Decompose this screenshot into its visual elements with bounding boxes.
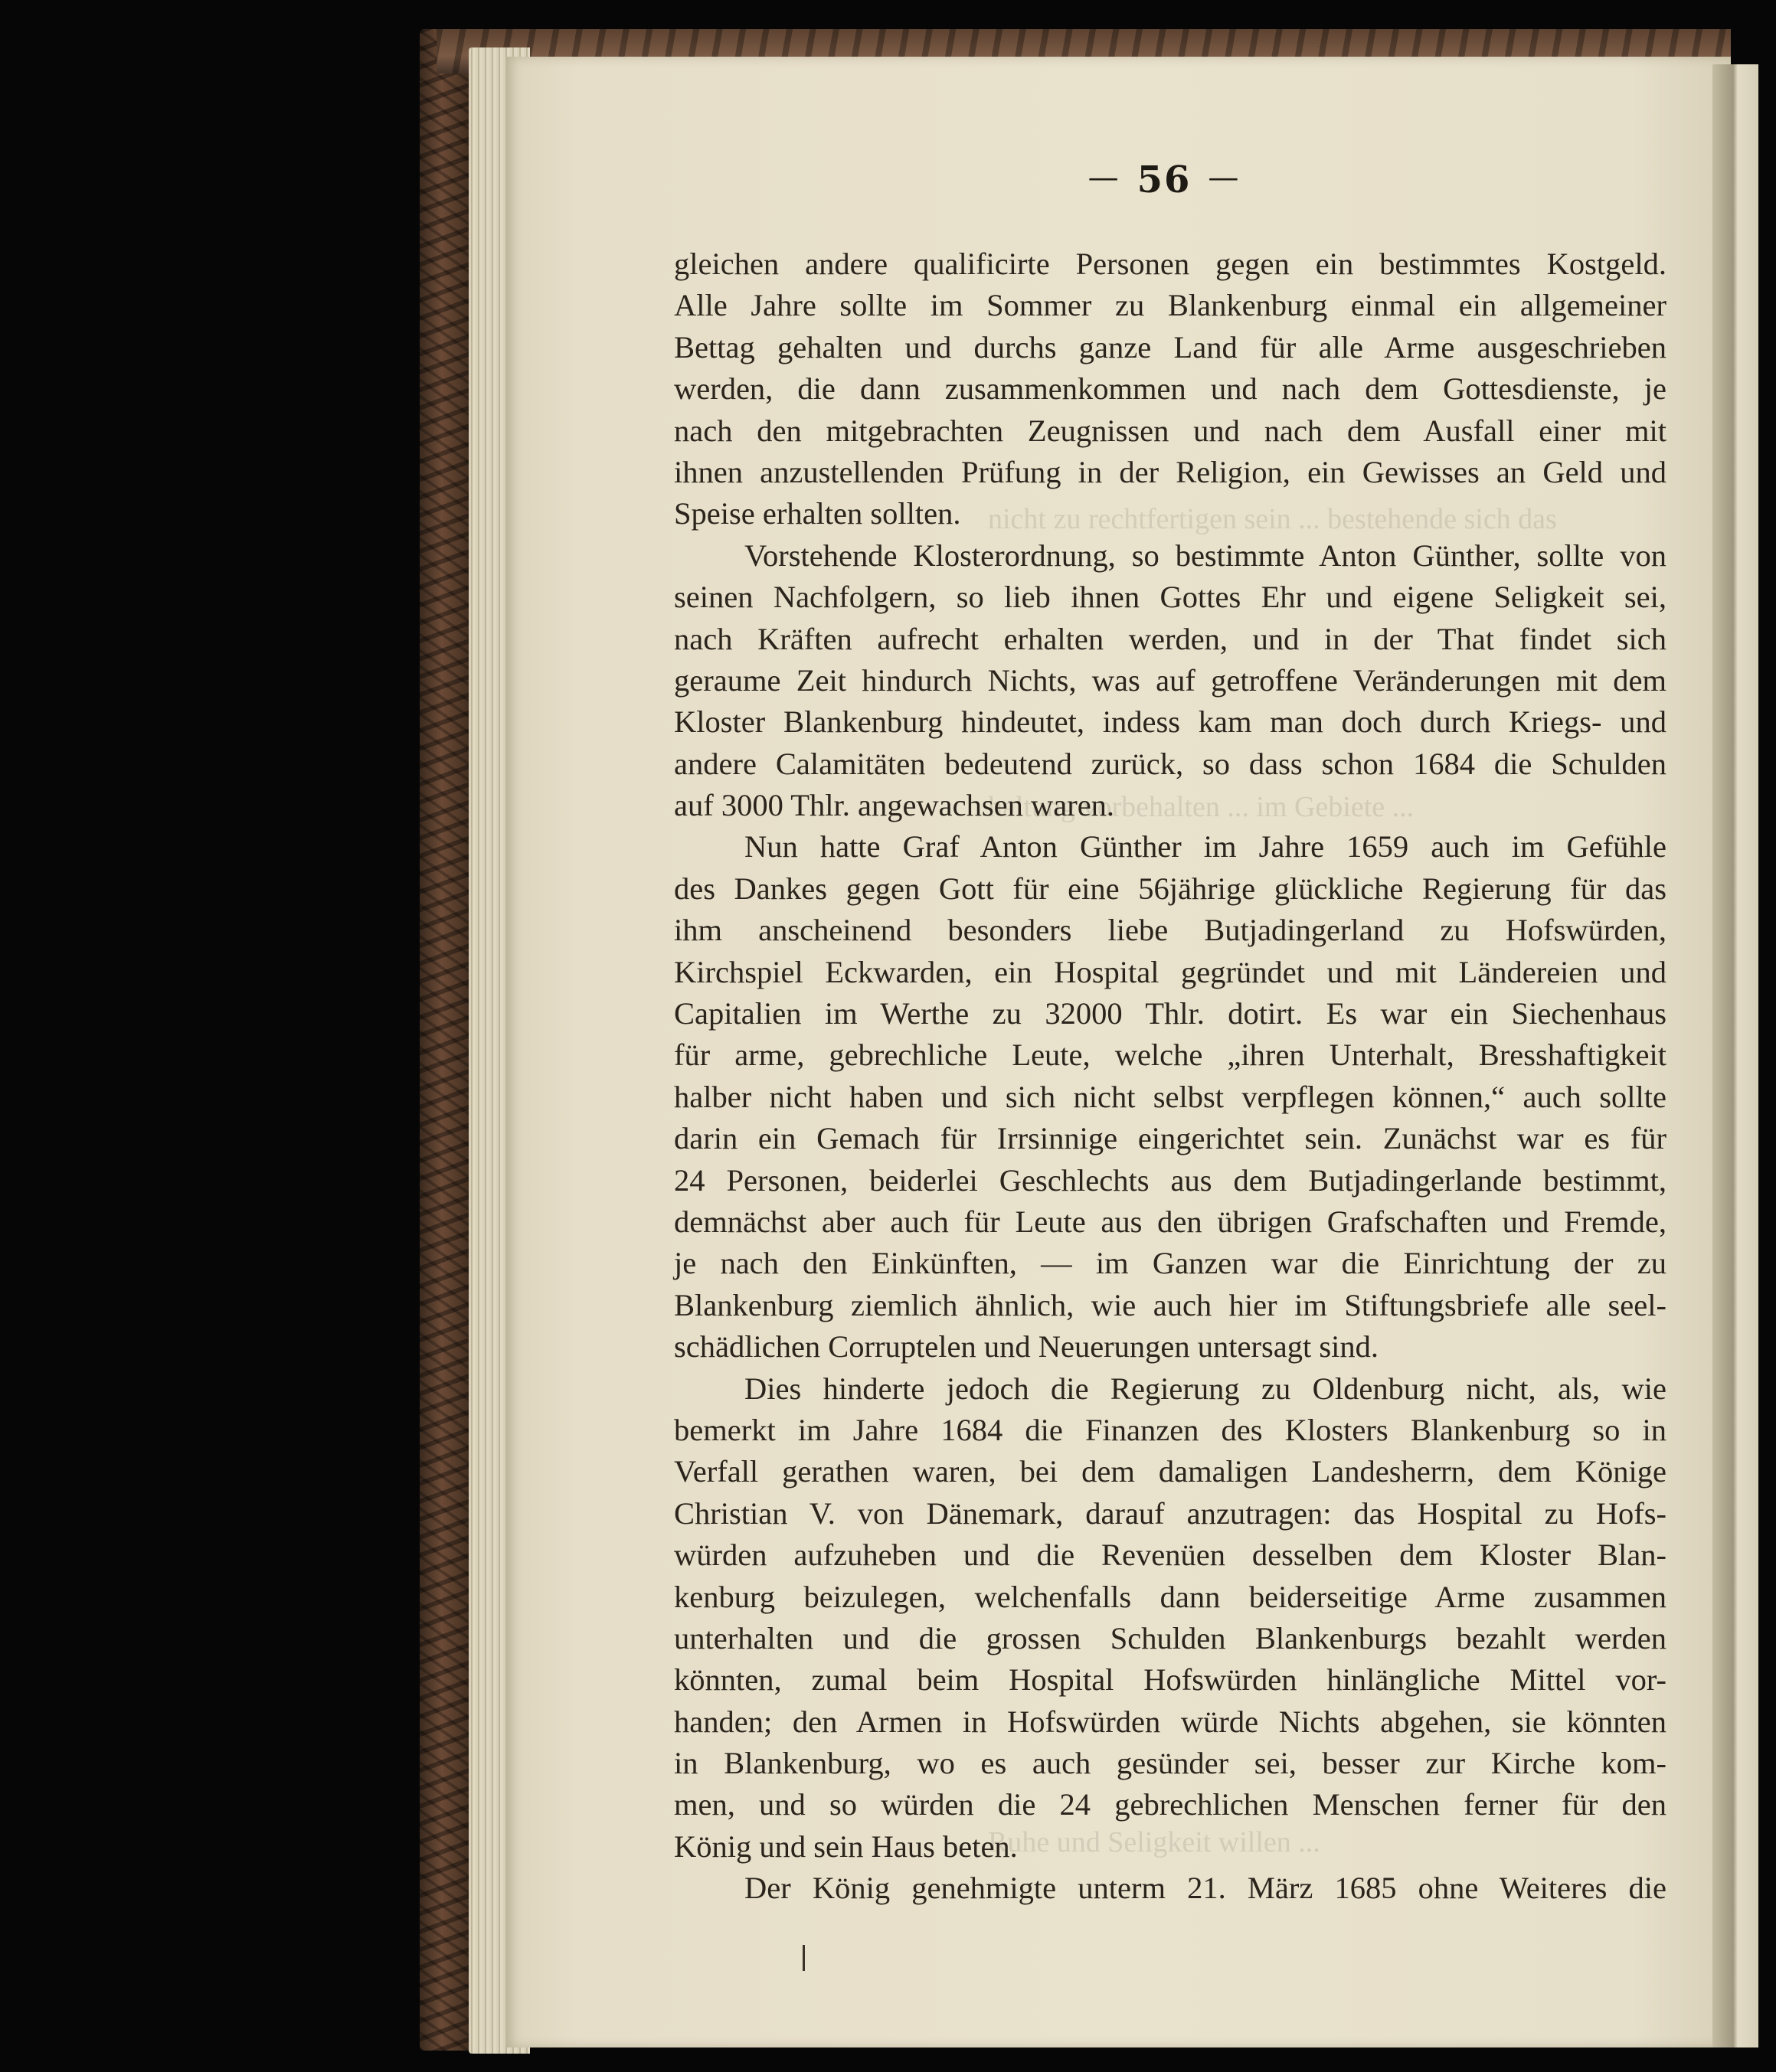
text-line: Dies hinderte jedoch die Regierung zu Oldenburg nicht, als, wie <box>744 1371 1666 1406</box>
text-line: Kirchspiel Eckwarden, ein Hospital gegründet und mit Ländereien und <box>674 954 1666 989</box>
header-dash-left: — <box>1088 160 1120 195</box>
text-line: Verfall gerathen waren, bei dem damaligen Landesherrn, dem Könige <box>674 1454 1666 1489</box>
text-line: nach den mitgebrachten Zeugnissen und nach dem Ausfall einer mit <box>674 413 1666 448</box>
text-line: je nach den Einkünften, — im Ganzen war die Einrichtung der zu <box>674 1246 1666 1281</box>
text-line: auf 3000 Thlr. angewachsen waren. <box>674 788 1115 823</box>
show-through-text: nicht zu rechtfertigen sein ... bestehende sich das <box>988 503 1557 535</box>
text-line: Christian V. von Dänemark, darauf anzutragen: das Hospital zu Hofs- <box>674 1495 1666 1531</box>
text-line: Vorstehende Klosterordnung, so bestimmte Anton Günther, sollte von <box>744 538 1666 573</box>
text-line: 24 Personen, beiderlei Geschlechts aus dem Butjadingerlande bestimmt, <box>674 1162 1666 1198</box>
text-line: handen; den Armen in Hofswürden würde Nichts abgehen, sie könnten <box>674 1704 1666 1739</box>
text-line: andere Calamitäten bedeutend zurück, so dass schon 1684 die Schulden <box>674 746 1666 781</box>
text-line: seinen Nachfolgern, so lieb ihnen Gottes Ehr und eigene Seligkeit sei, <box>674 580 1666 615</box>
text-line: men, und so würden die 24 gebrechlichen Menschen ferner für den <box>674 1787 1666 1822</box>
text-line: ihnen anzustellenden Prüfung in der Religion, ein Gewisses an Geld und <box>674 454 1666 489</box>
page-number: 56 <box>1137 159 1192 201</box>
text-line: König und sein Haus beten. <box>674 1829 1018 1864</box>
text-line: Bettag gehalten und durchs ganze Land für alle Arme ausgeschrieben <box>674 329 1666 364</box>
text-line: werden, die dann zusammenkommen und nach dem Gottesdienste, je <box>674 371 1666 407</box>
text-line: könnten, zumal beim Hospital Hofswürden hinlängliche Mittel vor- <box>674 1662 1666 1698</box>
text-line: nach Kräften aufrecht erhalten werden, und in der That findet sich <box>674 621 1666 656</box>
text-line: in Blankenburg, wo es auch gesünder sei, besser zur Kirche kom- <box>674 1746 1666 1781</box>
text-line: für arme, gebrechliche Leute, welche „ihren Unterhalt, Bresshaftigkeit <box>674 1038 1666 1073</box>
text-line: Kloster Blankenburg hindeutet, indess kam man doch durch Kriegs- und <box>674 704 1666 740</box>
text-line: halber nicht haben und sich nicht selbst verpflegen können,“ auch sollte <box>674 1079 1666 1114</box>
text-line: Blankenburg ziemlich ähnlich, wie auch hier im Stiftungsbriefe alle seel- <box>674 1287 1666 1322</box>
text-line: kenburg beizulegen, welchenfalls dann beiderseitige Arme zusammen <box>674 1579 1666 1614</box>
show-through-text: haltung vorbehalten ... im Gebiete ... <box>988 791 1415 823</box>
text-line: bemerkt im Jahre 1684 die Finanzen des Klosters Blankenburg so in <box>674 1412 1666 1447</box>
text-line: geraume Zeit hindurch Nichts, was auf getroffene Veränderungen mit dem <box>674 662 1666 698</box>
page-gutter <box>1712 64 1758 2047</box>
text-line: unterhalten und die grossen Schulden Blankenburgs bezahlt werden <box>674 1620 1666 1655</box>
text-line: gleichen andere qualificirte Personen gegen ein bestimmtes Kostgeld. <box>674 247 1666 281</box>
text-line: Der König genehmigte unterm 21. März 1685 ohne Weiteres die <box>744 1871 1666 1906</box>
show-through-text: Ruhe und Seligkeit willen ... <box>988 1826 1320 1858</box>
text-line: darin ein Gemach für Irrsinnige eingerichtet sein. Zunächst war es für <box>674 1121 1666 1156</box>
text-line: Capitalien im Werthe zu 32000 Thlr. dotirt. Es war ein Siechenhaus <box>674 996 1666 1031</box>
pencil-mark <box>803 1945 805 1971</box>
text-line: ihm anscheinend besonders liebe Butjadingerland zu Hofswürden, <box>674 913 1666 948</box>
text-line: demnächst aber auch für Leute aus den übrigen Grafschaften und Fremde, <box>674 1204 1666 1239</box>
text-line: Speise erhalten sollten. <box>674 496 961 531</box>
header-dash-right: — <box>1208 160 1241 195</box>
body-text <box>674 243 1666 1910</box>
text-line: des Dankes gegen Gott für eine 56jährige glückliche Regierung für das <box>674 871 1666 906</box>
text-line: Alle Jahre sollte im Sommer zu Blankenburg einmal ein allgemeiner <box>674 288 1666 323</box>
text-line: Nun hatte Graf Anton Günther im Jahre 1659 auch im Gefühle <box>744 829 1666 864</box>
text-line: schädlichen Corruptelen und Neuerungen untersagt sind. <box>674 1329 1379 1364</box>
text-line: würden aufzuheben und die Revenüen desselben dem Kloster Blan- <box>674 1538 1666 1573</box>
page-header <box>1057 159 1271 201</box>
